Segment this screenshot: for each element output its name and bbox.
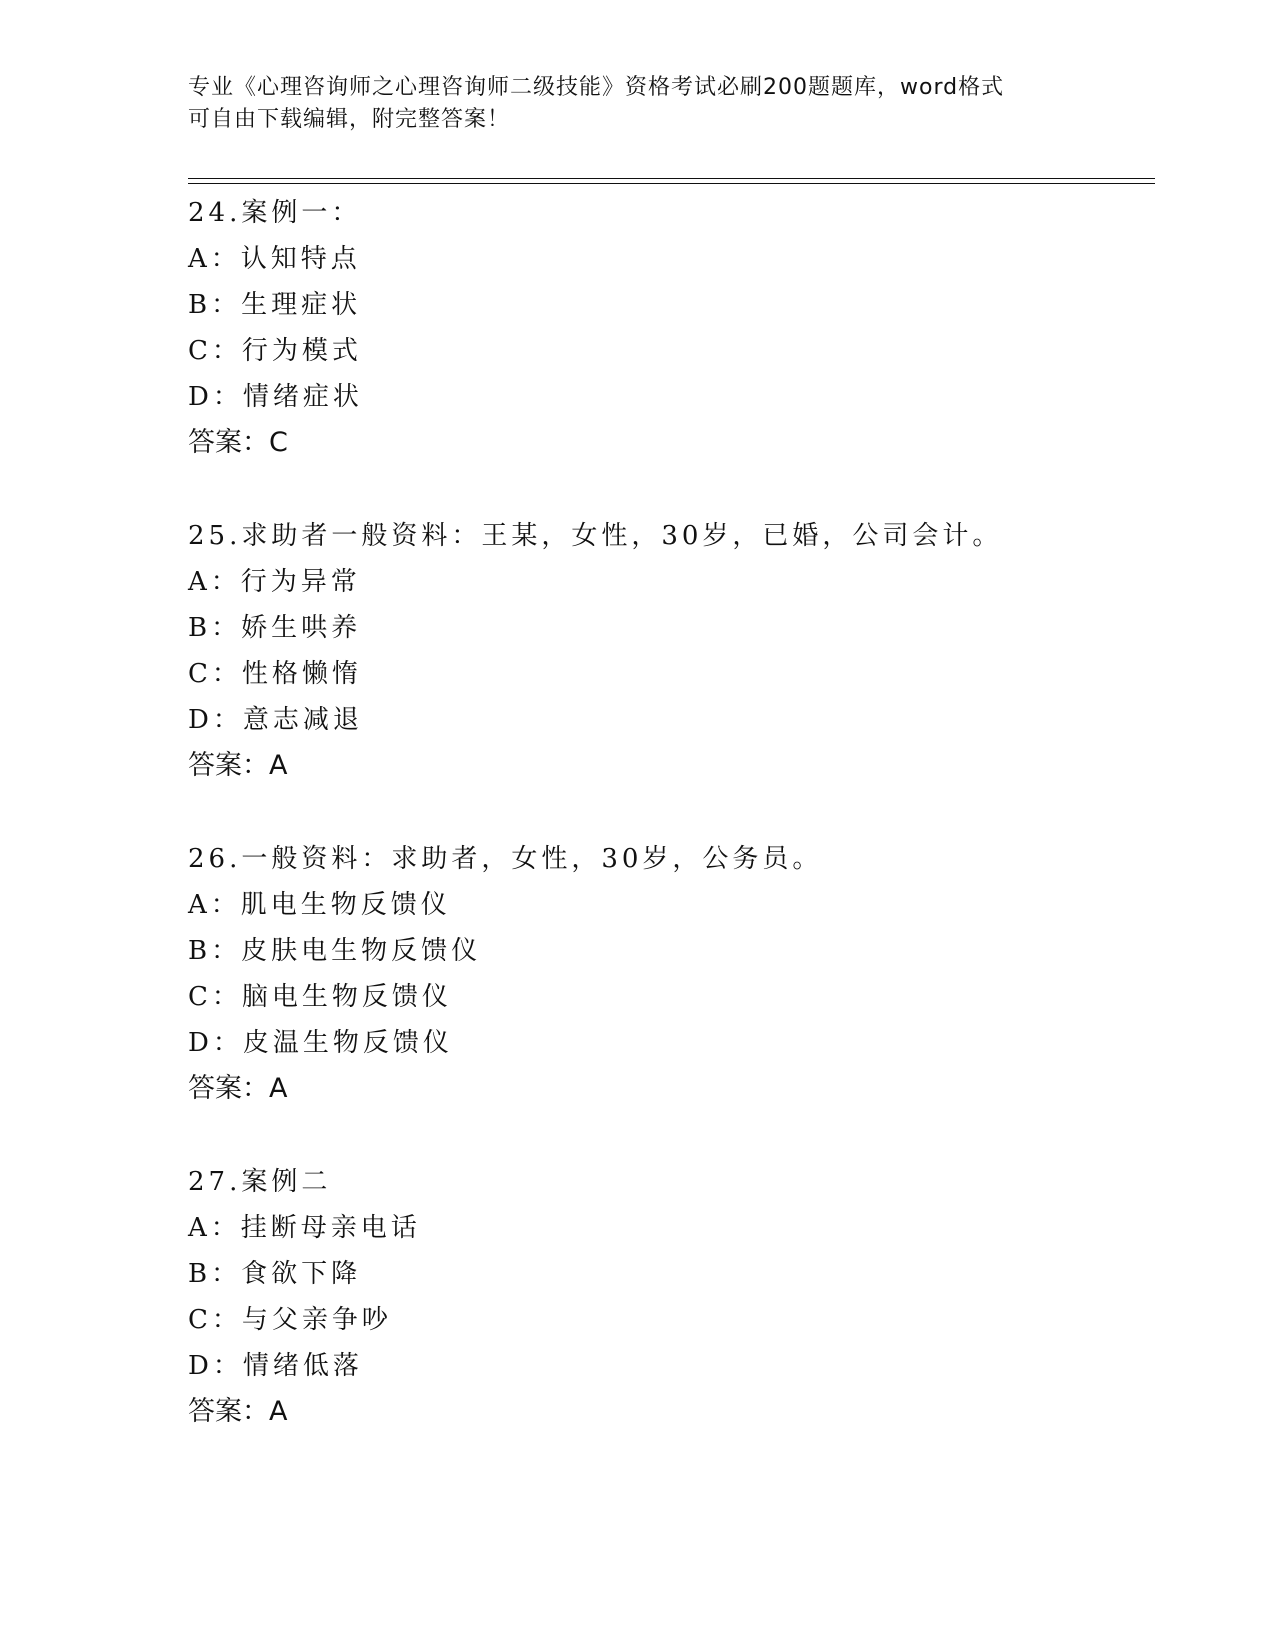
header-divider-top [188, 178, 1155, 179]
option-a: A：行为异常 [188, 567, 361, 597]
option-c: C：行为模式 [188, 336, 362, 366]
option-d: D：情绪低落 [188, 1351, 363, 1381]
question-stem: 26.一般资料：求助者，女性，30岁，公务员。 [188, 844, 823, 874]
option-b: B：皮肤电生物反馈仪 [188, 936, 482, 966]
question-24 [188, 190, 1148, 466]
option-d: D：皮温生物反馈仪 [188, 1028, 453, 1058]
question-26 [188, 836, 1148, 1112]
answer-label: 答案：A [188, 1073, 288, 1104]
question-list [188, 190, 1148, 1482]
question-25 [188, 513, 1148, 789]
option-b: B：娇生哄养 [188, 613, 362, 643]
option-b: B：食欲下降 [188, 1259, 362, 1289]
option-d: D：情绪症状 [188, 382, 363, 412]
question-27 [188, 1159, 1148, 1435]
option-c: C：脑电生物反馈仪 [188, 982, 452, 1012]
question-stem: 24.案例一： [188, 198, 362, 228]
question-stem: 27.案例二 [188, 1167, 332, 1197]
option-a: A：认知特点 [188, 244, 361, 274]
answer-label: 答案：A [188, 1396, 288, 1427]
answer-label: 答案：C [188, 427, 288, 458]
option-d: D：意志减退 [188, 705, 363, 735]
option-c: C：性格懒惰 [188, 659, 362, 689]
header-divider-bottom [188, 183, 1155, 184]
option-c: C：与父亲争吵 [188, 1305, 392, 1335]
header-line-1: 专业《心理咨询师之心理咨询师二级技能》资格考试必刷200题题库，word格式 [188, 75, 1005, 100]
answer-label: 答案：A [188, 750, 288, 781]
option-a: A：挂断母亲电话 [188, 1213, 421, 1243]
document-header [188, 72, 1088, 136]
option-a: A：肌电生物反馈仪 [188, 890, 451, 920]
option-b: B：生理症状 [188, 290, 362, 320]
question-stem: 25.求助者一般资料：王某，女性，30岁，已婚，公司会计。 [188, 521, 1003, 551]
header-line-2: 可自由下载编辑，附完整答案！ [188, 107, 511, 132]
